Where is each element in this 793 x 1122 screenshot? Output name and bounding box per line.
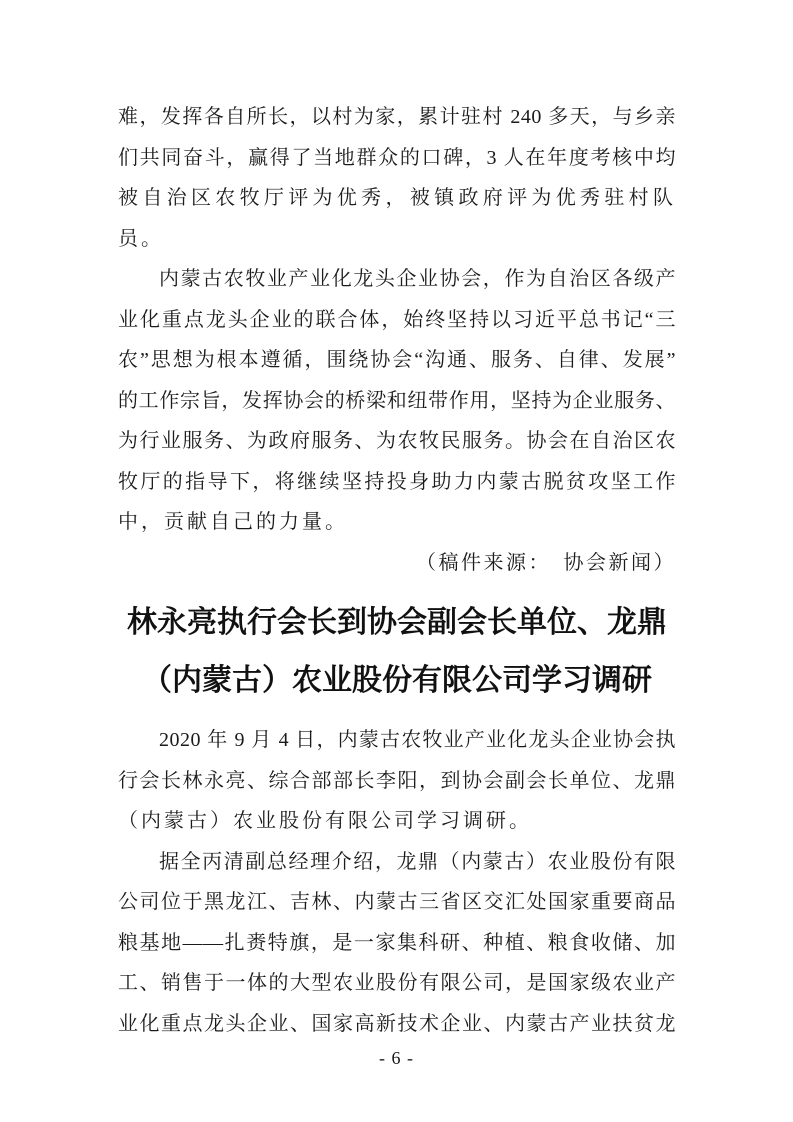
body-text-line: 难，发挥各自所长，以村为家，累计驻村 240 多天，与乡亲	[118, 106, 676, 128]
body-text-line: 中，贡献自己的力量。	[118, 511, 348, 533]
article-intro-paragraph	[118, 720, 676, 842]
body-text-line: 业化重点龙头企业的联合体，始终坚持以习近平总书记“三	[118, 308, 676, 331]
source-note: （稿件来源： 协会新闻）	[416, 551, 676, 574]
body-text-line: 农”思想为根本遵循，围绕协会“沟通、服务、自律、发展”	[118, 349, 676, 371]
body-text-line: 2020 年 9 月 4 日，内蒙古农牧业产业化龙头企业协会执	[159, 729, 676, 751]
body-text-line: 粮基地——扎赉特旗，是一家集科研、种植、粮食收储、加	[118, 931, 676, 954]
prev-article-closing-paragraph	[118, 259, 676, 543]
body-text-line: 工、销售于一体的大型农业股份有限公司，是国家级农业产	[118, 972, 676, 994]
body-text-line: 被自治区农牧厅评为优秀，被镇政府评为优秀驻村队员。	[118, 187, 676, 250]
page-content	[118, 97, 676, 1044]
prev-article-carryover-paragraph	[118, 97, 676, 259]
article-title	[118, 594, 676, 710]
body-text-line: 牧厅的指导下，将继续坚持投身助力内蒙古脱贫攻坚工作	[118, 470, 676, 493]
article-title-line-2: （内蒙古）农业股份有限公司学习调研	[142, 664, 652, 697]
body-text-line: 公司位于黑龙江、吉林、内蒙古三省区交汇处国家重要商品	[118, 891, 676, 913]
body-text-line: （内蒙古）农业股份有限公司学习调研。	[118, 810, 532, 832]
body-text-line: 们共同奋斗，赢得了当地群众的口碑，3 人在年度考核中均	[118, 146, 676, 169]
page-number: - 6 -	[379, 1048, 414, 1068]
body-text-line: 据全丙清副总经理介绍，龙鼎（内蒙古）农业股份有限	[159, 850, 676, 873]
body-text-line: 内蒙古农牧业产业化龙头企业协会，作为自治区各级产	[159, 268, 676, 290]
body-text-line: 行会长林永亮、综合部部长李阳，到协会副会长单位、龙鼎	[118, 769, 676, 792]
body-text-line: 为行业服务、为政府服务、为农牧民服务。协会在自治区农	[118, 430, 676, 452]
article-body-paragraph	[118, 842, 676, 1045]
page-footer	[0, 1048, 793, 1069]
body-text-line: 的工作宗旨，发挥协会的桥梁和纽带作用，坚持为企业服务、	[118, 389, 676, 412]
prev-article-source	[118, 543, 676, 584]
article-title-line-1: 林永亮执行会长到协会副会长单位、龙鼎	[127, 606, 667, 639]
body-text-line: 业化重点龙头企业、国家高新技术企业、内蒙古产业扶贫龙	[118, 1012, 676, 1035]
